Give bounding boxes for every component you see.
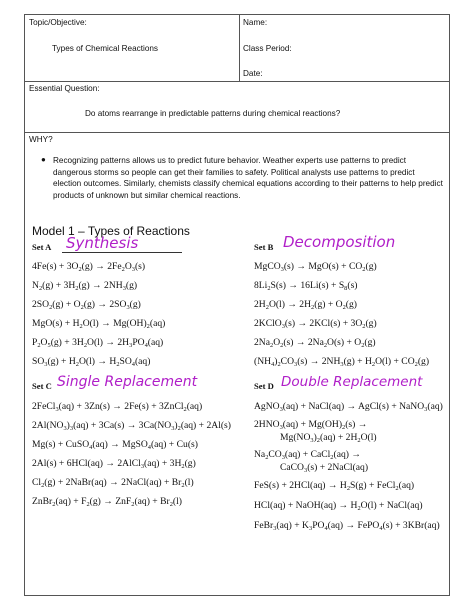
topic-value: Types of Chemical Reactions (52, 44, 159, 53)
bullet-icon: ● (41, 155, 46, 164)
set-b-equation: MgCO$_3$(s) → $MgO(s) + CO_2(g)$ (254, 261, 377, 273)
set-c-equation: 2Al(s) + 6HCl(aq) → 2AlCl$_3$(aq) + $3H_2(g)$ (32, 458, 196, 470)
why-label: WHY? (29, 135, 53, 144)
header-bottom-rule (25, 81, 449, 82)
set-c-equation: $Cl_2(g)$ + 2NaBr(aq) → 2NaCl(aq) + $Br_2(l)$ (32, 477, 194, 489)
model-title: Model 1 – Types of Reactions (32, 224, 190, 238)
set-b-equation: 2KClO$_3$(s) → $2KCl(s) + 3O_2(g)$ (254, 318, 377, 330)
set-d-handwritten: Double Replacement (281, 374, 423, 390)
why-bullet-text: Recognizing patterns allows us to predict future behavior. Weather experts use patterns to predict dangerous storms so people can get their families to safety. Political analysts use patterns to predict election outcomes. Similarly, chemists classify chemical equations according to their patterns to help predict products of unknown but similar chemical reactions. (53, 156, 443, 200)
name-label: Name: (243, 18, 268, 27)
set-c-equation: ZnBr$_2$(aq) + $F_2(g) \to ZnF_2(aq) + Br_2(l)$ (32, 496, 182, 508)
set-a-equation: $MgO(s) + H_2O(l) \to Mg(OH)_2(aq)$ (32, 318, 166, 330)
set-b-equation: $(NH_4)_2CO_3(s) \to 2NH_3(g) + H_2O(l) + CO_2(g)$ (254, 356, 430, 368)
essential-bottom-rule (25, 132, 449, 133)
set-b-handwritten: Decomposition (283, 233, 396, 251)
set-b-label: Set B (254, 242, 274, 252)
set-c-label: Set C (32, 381, 52, 391)
set-d-equation: AgNO$_3$(aq) + NaCl(aq) → AgCl(s) + NaNO$_3$(aq) (254, 401, 443, 413)
essential-question-label: Essential Question: (29, 84, 100, 93)
set-d-equation: $Mg(NO_3)_2(aq) + 2H_2O(l)$ (280, 432, 377, 444)
set-a-equation: $2SO_2(g) + O_2(g) \to 2SO_3(g)$ (32, 299, 141, 311)
set-a-equation: $4Fe(s) + 3O_2(g) \to 2Fe_2O_3(s)$ (32, 261, 146, 273)
set-a-equation: $SO_3(g) + H_2O(l) \to H_2SO_4(aq)$ (32, 356, 151, 368)
set-b-equation: $2H_2O(l) \to 2H_2(g) + O_2(g)$ (254, 299, 357, 311)
topic-label: Topic/Objective: (29, 18, 87, 27)
set-a-equation: $P_2O_5(g) + 3H_2O(l) \to 2H_3PO_4(aq)$ (32, 337, 164, 349)
set-c-handwritten: Single Replacement (57, 374, 198, 390)
set-d-equation: $2HNO_3(aq) + Mg(OH)_2(s)$ → (254, 419, 368, 431)
set-d-equation: FeBr$_3$(aq) + $K_3PO_4(aq)$ → FePO$_4$(s) + 3KBr(aq) (254, 520, 440, 532)
worksheet-frame (24, 14, 450, 596)
set-a-underline (62, 252, 182, 253)
set-d-label: Set D (254, 381, 274, 391)
set-b-equation: $2Na_2O_2(s) \to 2Na_2O(s) + O_2(g)$ (254, 337, 376, 349)
set-a-handwritten: Synthesis (66, 234, 139, 252)
set-c-equation: Mg(s) + CuSO$_4$(aq) → MgSO$_4$(aq) + Cu(s) (32, 439, 198, 451)
header-divider (239, 15, 240, 81)
date-label: Date: (243, 69, 263, 78)
set-d-equation: CaCO$_3$(s) + 2NaCl(aq) (280, 462, 369, 474)
set-a-equation: $N_2(g) + 3H_2(g) \to 2NH_3(g)$ (32, 280, 138, 292)
set-d-equation: $Na_2CO_3(aq)$ + CaCl$_2$(aq) → (254, 449, 361, 461)
class-period-label: Class Period: (243, 44, 292, 53)
set-c-equation: $2Al(NO_3)_3(aq) + 3Ca(s) \to 3Ca(NO_3)_2(aq) + 2Al(s)$ (32, 420, 231, 432)
set-d-equation: $FeS(s) + 2HCl(aq) \to H_2S(g)$ + FeCl$_2$(aq) (254, 480, 415, 492)
set-c-equation: 2FeCl$_3$(aq) + 3Zn(s) → 2Fe(s) + 3ZnCl$_2$(aq) (32, 401, 203, 413)
set-b-equation: $8Li_2S(s) \to 16Li(s) + S_8(s)$ (254, 280, 358, 292)
set-d-equation: HCl(aq) + NaOH(aq) → $H_2O(l)$ + NaCl(aq) (254, 500, 423, 512)
essential-question: Do atoms rearrange in predictable patterns during chemical reactions? (85, 109, 341, 118)
set-a-label: Set A (32, 242, 52, 252)
